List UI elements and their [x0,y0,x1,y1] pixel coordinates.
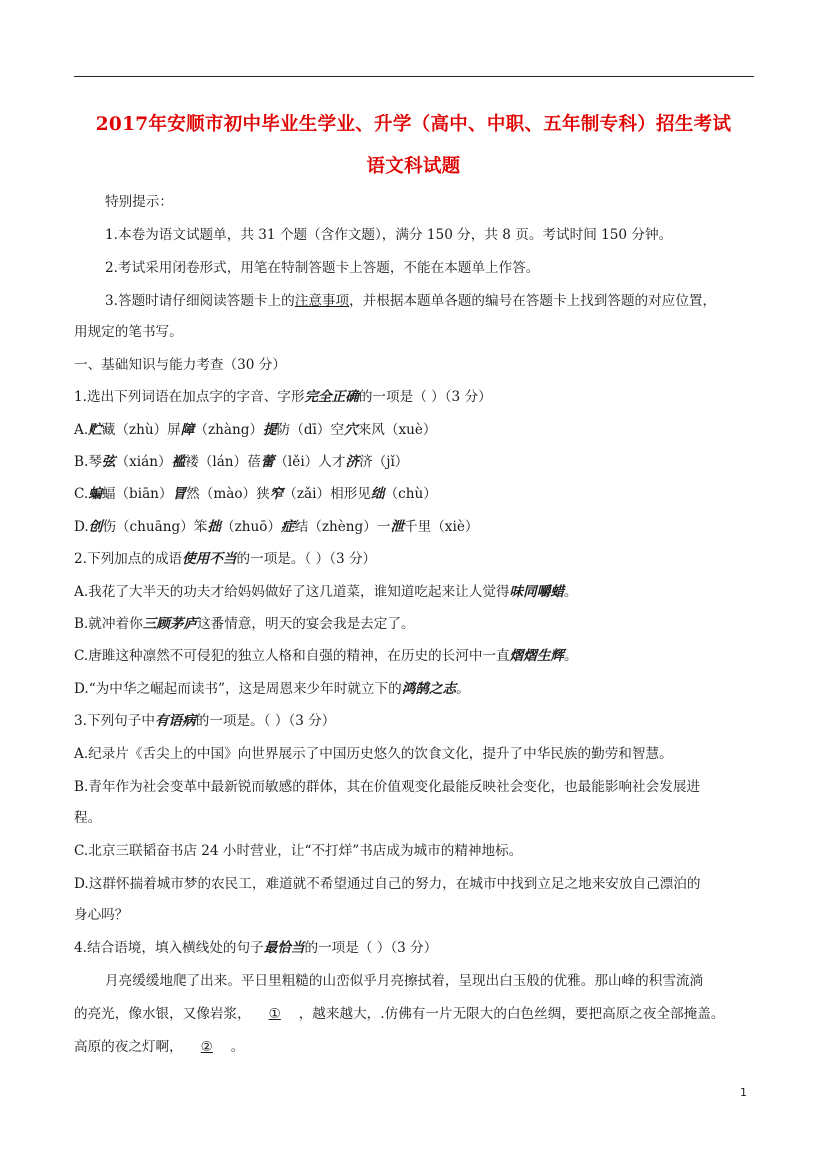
exam-subtitle: 语文科试题 [366,156,461,177]
header-rule [74,76,754,77]
question-2-option-c: C.唐雎这种凛然不可侵犯的独立人格和自强的精神，在历史的长河中一直熠熠生辉。 [74,648,578,664]
question-3-option-c: C.北京三联韬奋书店 24 小时营业，让“不打烊”书店成为城市的精神地标。 [74,843,523,859]
question-2-stem: 2.下列加点的成语使用不当的一项是。（ ）（3 分） [74,551,377,567]
notice-underlined-term: 注意事项 [294,293,350,309]
question-3-option-d-cont: 身心吗？ [74,907,129,923]
notice-item-3-cont: 用规定的笔书写。 [74,324,183,340]
question-3-option-b: B.青年作为社会变革中最新锐而敏感的群体，其在价值观变化最能反映社会变化，也最能影响社会发展进 [74,779,701,795]
question-3-option-a: A.纪录片《舌尖上的中国》向世界展示了中国历史悠久的饮食文化，提升了中华民族的勤劳和智慧。 [74,746,673,762]
question-2-option-a: A.我花了大半天的功夫才给妈妈做好了这几道菜，谁知道吃起来让人觉得味同嚼蜡。 [74,584,578,600]
question-1-option-c: C.蝙蝠（biān）冒然（mào）狭窄（zǎi）相形见绌（chù） [74,486,437,502]
question-1-option-b: B.琴弦（xián）褴褛（lán）蓓蕾（lěi）人才济济（jǐ） [74,454,409,470]
question-4-passage-line-1: 月亮缓缓地爬了出来。平日里粗糙的山峦似乎月亮擦拭着，呈现出白玉般的优雅。那山峰的积雪流淌 [105,973,704,989]
question-2-option-d: D.“为中华之崛起而读书”，这是周恩来少年时就立下的鸿鹄之志。 [74,681,470,697]
exam-title: 2017年安顺市初中毕业生学业、升学（高中、中职、五年制专科）招生考试 [95,114,732,135]
blank-2: ② [200,1039,213,1055]
question-2-option-b: B.就冲着你三顾茅庐这番情意，明天的宴会我是去定了。 [74,616,415,632]
notice-item-3: 3.答题时请仔细阅读答题卡上的注意事项，并根据本题单各题的编号在答题卡上找到答题的对应位置， [105,293,717,309]
question-1-option-a: A.贮藏（zhù）屏障（zhàng）提防（dī）空穴来风（xuè） [74,422,437,438]
question-3-option-b-cont: 程。 [74,810,102,826]
question-4-stem: 4.结合语境，填入横线处的句子最恰当的一项是（ ）（3 分） [74,940,438,956]
question-3-option-d: D.这群怀揣着城市梦的农民工，难道就不希望通过自己的努力，在城市中找到立足之地来安放自己漂泊的 [74,876,701,892]
blank-1: ① [268,1006,281,1022]
notice-heading: 特别提示： [105,194,173,210]
question-3-stem: 3.下列句子中有语病的一项是。（ ）（3 分） [74,713,336,729]
question-4-passage-line-2: 的亮光，像水银，又像岩浆， ① ，越来越大，.仿佛有一片无限大的白色丝绸，要把高原之夜全部掩盖。 [74,1006,725,1022]
question-4-passage-line-3: 高原的夜之灯啊， ② 。 [74,1039,245,1055]
notice-item-1: 1.本卷为语文试题单，共 31 个题（含作文题），满分 150 分，共 8 页。考试时间 150 分钟。 [105,227,673,243]
question-1-option-d: D.创伤（chuāng）笨拙（zhuō）症结（zhèng）一泄千里（xiè） [74,519,479,535]
page-number: 1 [740,1086,747,1099]
notice-item-2: 2.考试采用闭卷形式，用笔在特制答题卡上答题，不能在本题单上作答。 [105,260,540,276]
section-heading: 一、基础知识与能力考查（30 分） [74,357,286,373]
question-1-stem: 1.选出下列词语在加点字的字音、字形完全正确的一项是（ ）（3 分） [74,389,492,405]
